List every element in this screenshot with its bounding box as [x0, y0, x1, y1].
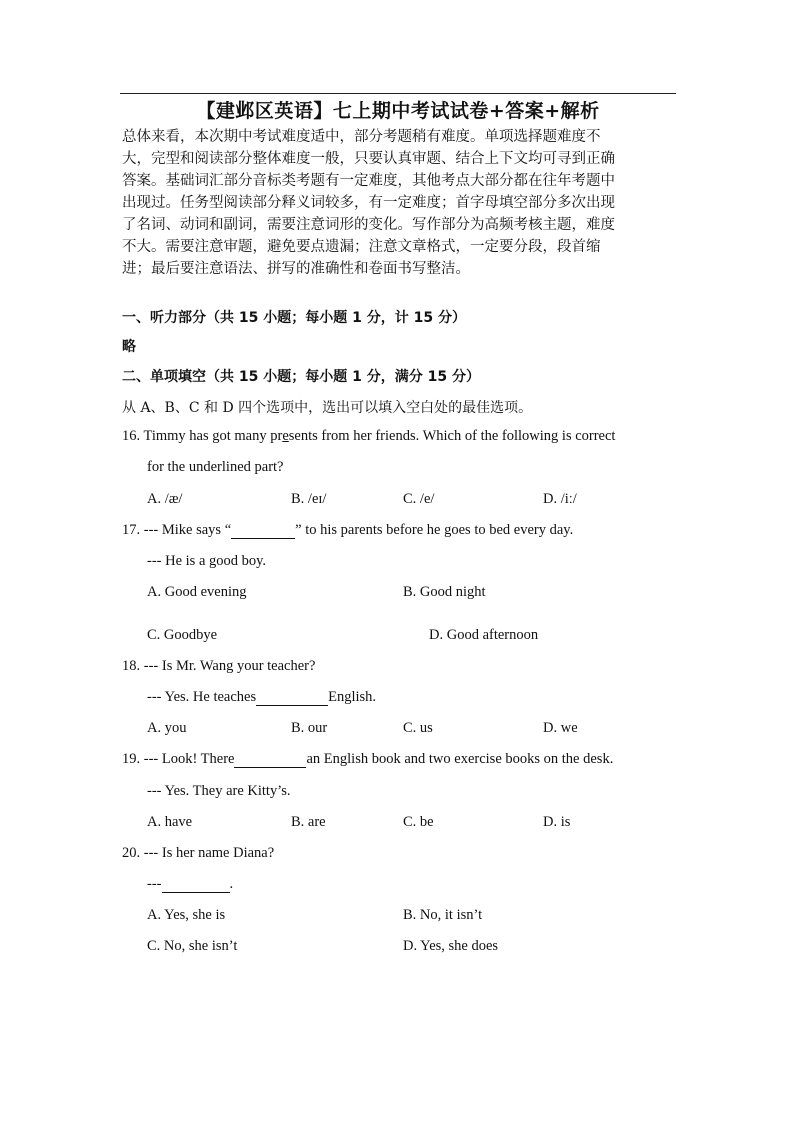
q16-underlined-letter: e	[282, 428, 289, 444]
q20-option-a[interactable]: A. Yes, she is	[147, 907, 226, 923]
q20-option-d[interactable]: D. Yes, she does	[403, 938, 499, 954]
header-rule	[120, 93, 676, 94]
q17-text: ” to his parents before he goes to bed every day.	[295, 522, 574, 538]
q18-text: English.	[328, 689, 377, 705]
q20-line2	[147, 876, 233, 893]
question-18: 18. --- Is Mr. Wang your teacher?	[122, 658, 316, 674]
q18-option-d[interactable]: D. we	[543, 720, 578, 736]
q16-text: sents from her friends. Which of the following is correct	[288, 428, 616, 444]
intro-line: 总体来看，本次期中考试难度适中，部分考题稍有难度。单项选择题难度不	[122, 129, 601, 145]
q19-option-a[interactable]: A. have	[147, 814, 193, 830]
q17-line2: --- He is a good boy.	[147, 553, 267, 569]
q16-text: 16. Timmy has got many pr	[122, 428, 283, 444]
q17-option-d[interactable]: D. Good afternoon	[429, 627, 539, 643]
q17-option-c[interactable]: C. Goodbye	[147, 627, 218, 643]
q20-option-c[interactable]: C. No, she isn’t	[147, 938, 238, 954]
q20-blank[interactable]	[162, 878, 230, 893]
q16-option-b[interactable]: B. /eɪ/	[291, 491, 327, 507]
q18-text: --- Yes. He teaches	[147, 689, 257, 705]
q19-option-d[interactable]: D. is	[543, 814, 571, 830]
q19-option-b[interactable]: B. are	[291, 814, 326, 830]
section2-heading: 二、单项填空（共 15 小题；每小题 1 分，满分 15 分）	[122, 369, 480, 385]
question-17	[122, 522, 573, 539]
intro-line: 出现过。任务型阅读部分释义词较多，有一定难度；首字母填空部分多次出现	[122, 195, 615, 211]
intro-line: 不大。需要注意审题，避免要点遗漏；注意文章格式，一定要分段，段首缩	[122, 239, 601, 255]
q17-option-a[interactable]: A. Good evening	[147, 584, 247, 600]
section1-heading: 一、听力部分（共 15 小题；每小题 1 分，计 15 分）	[122, 310, 466, 326]
q17-option-b[interactable]: B. Good night	[403, 584, 486, 600]
q20-text: ---	[147, 876, 162, 892]
intro-paragraph	[122, 126, 670, 280]
section1-note: 略	[122, 339, 136, 355]
intro-line: 答案。基础词汇部分音标类考题有一定难度，其他考点大部分都在往年考题中	[122, 173, 615, 189]
q18-option-c[interactable]: C. us	[403, 720, 433, 736]
intro-line: 了名词、动词和副词，需要注意词形的变化。写作部分为高频考核主题，难度	[122, 217, 615, 233]
q20-text: .	[229, 876, 234, 892]
q16-option-c[interactable]: C. /e/	[403, 491, 435, 507]
q19-blank[interactable]	[234, 753, 306, 768]
section2-instruction: 从 A、B、C 和 D 四个选项中，选出可以填入空白处的最佳选项。	[122, 400, 533, 416]
question-19	[122, 751, 613, 768]
q16-option-d[interactable]: D. /iː/	[543, 491, 577, 507]
q17-blank[interactable]	[231, 524, 295, 539]
q18-line2	[147, 689, 376, 706]
q16-option-a[interactable]: A. /æ/	[147, 491, 183, 507]
page-title: 【建邺区英语】七上期中考试试卷+答案+解析	[196, 100, 600, 122]
q19-text: 19. --- Look! There	[122, 751, 235, 767]
q18-blank[interactable]	[256, 691, 328, 706]
q20-option-b[interactable]: B. No, it isn’t	[403, 907, 483, 923]
q19-line2: --- Yes. They are Kitty’s.	[147, 783, 291, 799]
q18-option-a[interactable]: A. you	[147, 720, 187, 736]
q19-text: an English book and two exercise books on the desk.	[306, 751, 614, 767]
q16-line2: for the underlined part?	[147, 459, 284, 475]
q19-option-c[interactable]: C. be	[403, 814, 434, 830]
q18-option-b[interactable]: B. our	[291, 720, 328, 736]
intro-line: 大，完型和阅读部分整体难度一般，只要认真审题、结合上下文均可寻到正确	[122, 151, 615, 167]
question-16	[122, 428, 615, 445]
q17-text: 17. --- Mike says “	[122, 522, 232, 538]
intro-line: 进；最后要注意语法、拼写的准确性和卷面书写整洁。	[122, 261, 470, 277]
question-20: 20. --- Is her name Diana?	[122, 845, 275, 861]
